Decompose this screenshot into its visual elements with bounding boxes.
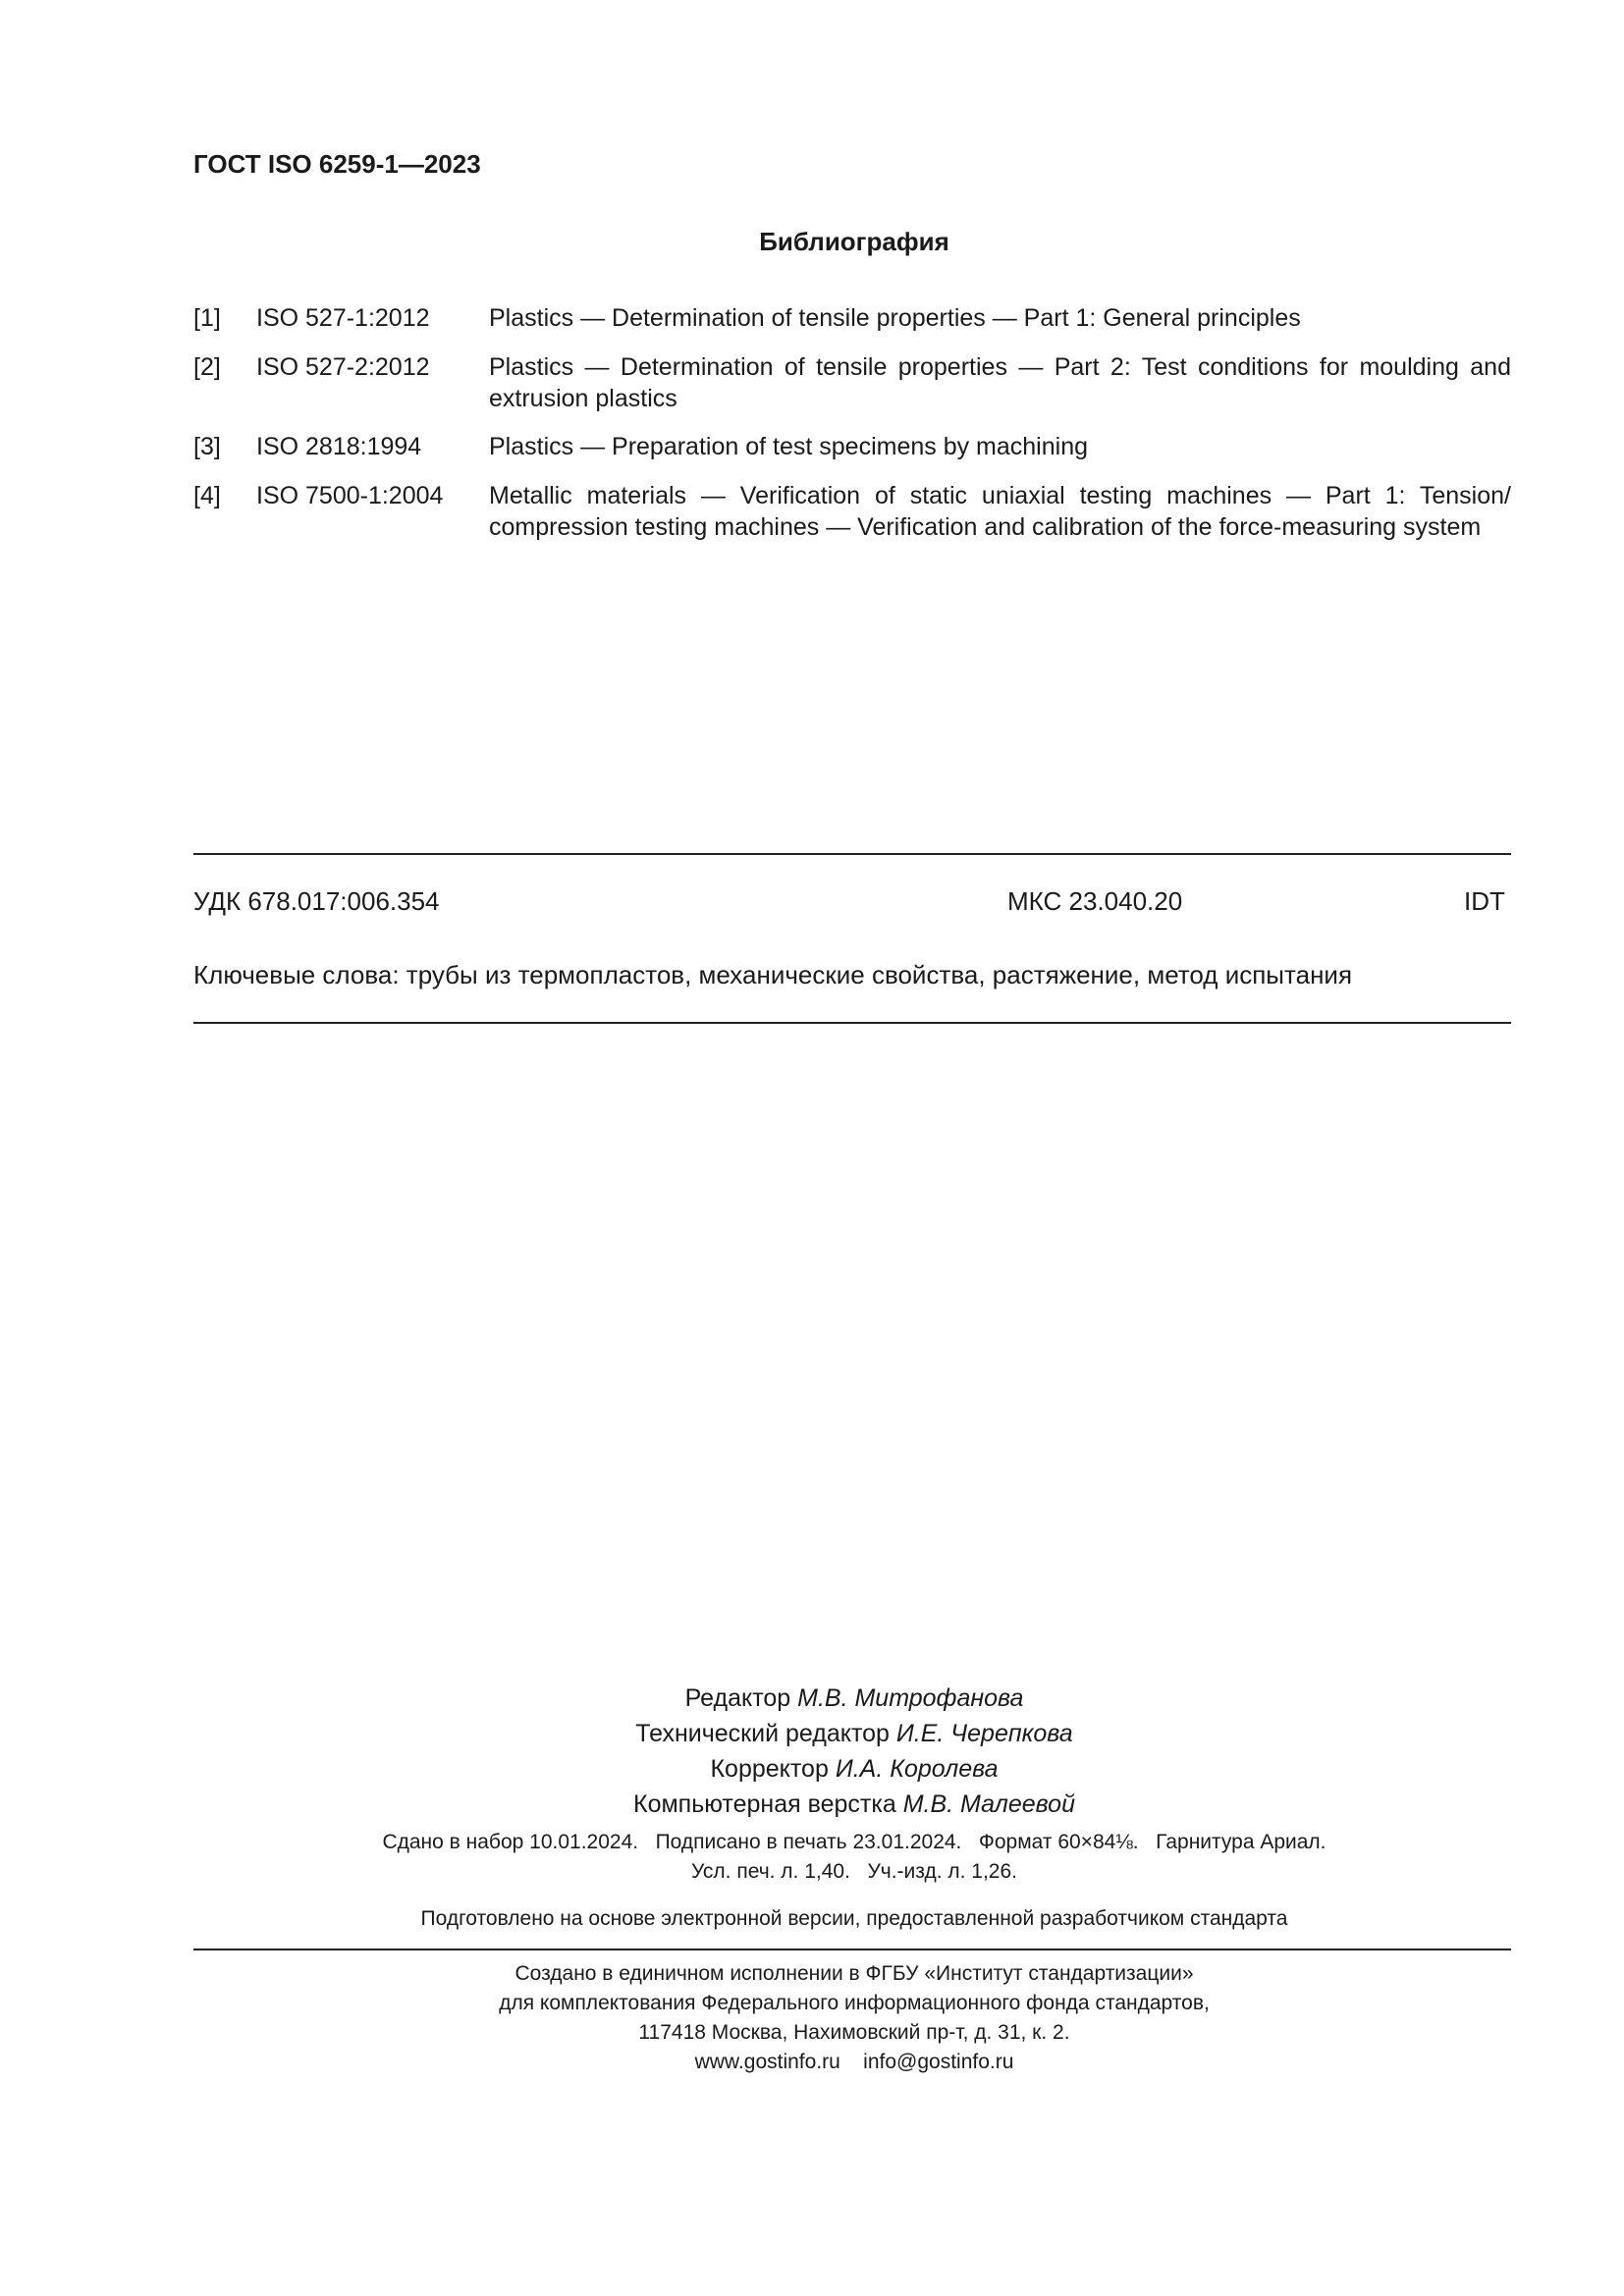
item-description: Plastics — Determination of tensile properties — Part 1: General principles bbox=[489, 304, 1301, 332]
corrector-label: Корректор bbox=[710, 1755, 829, 1783]
layout-label: Компьютерная верстка bbox=[633, 1790, 896, 1818]
publisher-contacts: www.gostinfo.ru info@gostinfo.ru bbox=[694, 2051, 1014, 2073]
mks-code: МКС 23.040.20 bbox=[1007, 886, 1183, 916]
credits-block bbox=[0, 1681, 1624, 1822]
item-number: [1] bbox=[193, 304, 221, 332]
editor-name: М.В. Митрофанова bbox=[797, 1684, 1024, 1712]
publisher-line: Создано в единичном исполнении в ФГБУ «Институт стандартизации» bbox=[514, 1962, 1194, 1985]
item-code: ISO 527-2:2012 bbox=[256, 353, 430, 381]
bibliography-item bbox=[193, 431, 1511, 462]
item-number: [4] bbox=[193, 482, 221, 509]
bibliography-title: Библиография bbox=[759, 227, 949, 256]
item-description: Metallic materials — Verification of static uniaxial testing machines — Part 1: Tension/ compression testing machines — Verification and calibration of the force-measuring system bbox=[489, 482, 1511, 541]
item-description: Plastics — Preparation of test specimens by machining bbox=[489, 433, 1088, 460]
publisher-line: 117418 Москва, Нахимовский пр-т, д. 31, к. 2. bbox=[638, 2021, 1070, 2044]
tech-editor-label: Технический редактор bbox=[635, 1720, 890, 1747]
publisher-info bbox=[0, 1959, 1624, 2077]
layout-name: М.В. Малеевой bbox=[902, 1790, 1075, 1818]
print-info-line: Сдано в набор 10.01.2024. Подписано в печать 23.01.2024. Формат 60×84⅛. Гарнитура Ариал. bbox=[382, 1831, 1326, 1853]
item-number: [2] bbox=[193, 353, 221, 381]
divider bbox=[193, 1022, 1511, 1024]
bibliography-item bbox=[193, 480, 1511, 543]
idt-label: IDT bbox=[1464, 886, 1505, 916]
editor-label: Редактор bbox=[684, 1684, 791, 1712]
corrector-name: И.А. Королева bbox=[835, 1755, 999, 1783]
publisher-line: для комплектования Федерального информационного фонда стандартов, bbox=[499, 1992, 1210, 2014]
tech-editor-name: И.Е. Черепкова bbox=[895, 1720, 1073, 1747]
print-info-line: Усл. печ. л. 1,40. Уч.-изд. л. 1,26. bbox=[690, 1860, 1017, 1883]
bibliography-item bbox=[193, 302, 1511, 334]
item-description: Plastics — Determination of tensile properties — Part 2: Test conditions for moulding and extrusion plastics bbox=[489, 353, 1511, 412]
udk-code: УДК 678.017:006.354 bbox=[193, 886, 440, 916]
document-code: ГОСТ ISO 6259-1—2023 bbox=[193, 149, 481, 179]
divider bbox=[193, 1949, 1511, 1950]
item-code: ISO 527-1:2012 bbox=[256, 304, 430, 332]
bibliography-item bbox=[193, 351, 1511, 414]
item-number: [3] bbox=[193, 433, 221, 460]
print-info bbox=[0, 1828, 1624, 1887]
prepared-note: Подготовлено на основе электронной версии, предоставленной разработчиком стандарта bbox=[420, 1907, 1288, 1930]
keywords: Ключевые слова: трубы из термопластов, механические свойства, растяжение, метод испытания bbox=[193, 960, 1353, 989]
item-code: ISO 2818:1994 bbox=[256, 433, 422, 460]
divider bbox=[193, 853, 1511, 855]
item-code: ISO 7500-1:2004 bbox=[256, 482, 444, 509]
